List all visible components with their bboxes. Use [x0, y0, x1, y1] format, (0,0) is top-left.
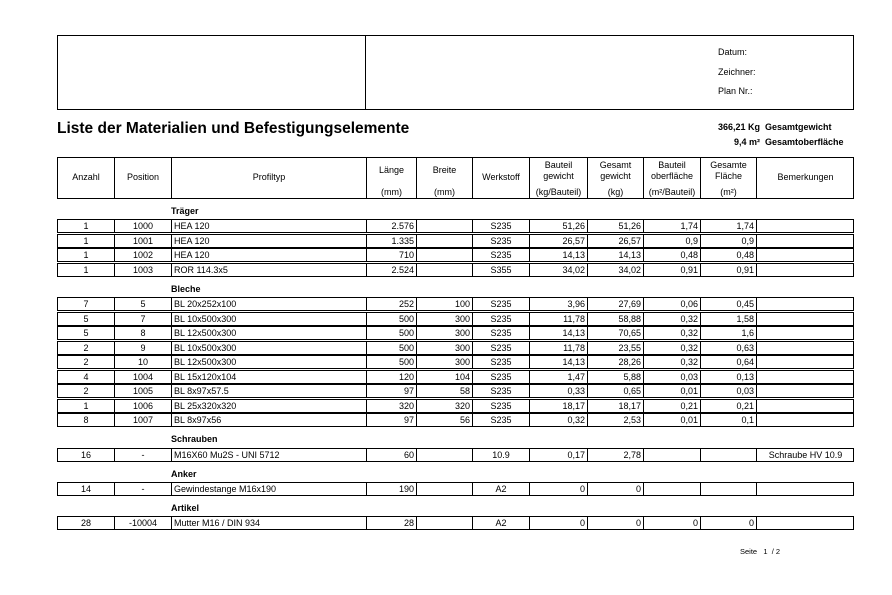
cell-profiltyp: BL 12x500x300: [174, 357, 237, 367]
cell-werkstoff: S355: [490, 265, 512, 275]
cell-bauteiloberflaeche: 0,32: [680, 328, 698, 338]
group-title: Schrauben: [171, 434, 218, 444]
cell-bauteilgewicht: 3,96: [567, 299, 585, 309]
cell-werkstoff: S235: [490, 401, 512, 411]
total-weight-value: 366,21 Kg: [717, 122, 760, 132]
cell-position: 1005: [132, 386, 154, 396]
table-row: [57, 219, 854, 233]
col-bauteiloberflaeche-unit: (m²/Bauteil): [648, 187, 696, 197]
cell-anzahl: 5: [83, 314, 89, 324]
cell-bauteiloberflaeche: 0,21: [680, 401, 698, 411]
cell-bemerkungen: [757, 517, 854, 529]
cell-anzahl: 7: [83, 299, 89, 309]
cell-werkstoff: S235: [490, 328, 512, 338]
cell-profiltyp: BL 8x97x57.5: [174, 386, 229, 396]
cell-werkstoff: S235: [490, 386, 512, 396]
cell-laenge: 710: [398, 250, 414, 260]
table-row: [57, 234, 854, 248]
cell-anzahl: 1: [83, 236, 89, 246]
cell-bemerkungen: [757, 235, 854, 247]
col-gesamtgewicht-1: Gesamt: [599, 160, 632, 170]
cell-bauteiloberflaeche: 0,01: [680, 386, 698, 396]
cell-werkstoff: 10.9: [492, 450, 510, 460]
cell-werkstoff: A2: [495, 484, 507, 494]
cell-gesamteflaeche: 0,21: [736, 401, 754, 411]
cell-bemerkungen: [757, 385, 854, 397]
cell-werkstoff: A2: [495, 518, 507, 528]
page-current: 1: [763, 547, 768, 556]
cell-bauteilgewicht: 0: [579, 518, 585, 528]
cell-werkstoff: S235: [490, 415, 512, 425]
cell-bemerkungen: [757, 249, 854, 261]
table-row: [57, 399, 854, 413]
cell-bauteiloberflaeche: [644, 483, 698, 495]
cell-laenge: 2.576: [391, 221, 414, 231]
cell-breite: [417, 517, 470, 529]
col-gesamtgewicht-2: gewicht: [600, 171, 631, 181]
cell-breite: 300: [454, 328, 470, 338]
cell-gesamteflaeche: 0,03: [736, 386, 754, 396]
cell-gesamtgewicht: 5,88: [623, 372, 641, 382]
page-number: [740, 547, 780, 556]
cell-profiltyp: BL 15x120x104: [174, 372, 237, 382]
group-title: Träger: [171, 206, 199, 216]
total-surface-value: 9,4 m²: [733, 137, 760, 147]
cell-bauteiloberflaeche: 0,01: [680, 415, 698, 425]
cell-anzahl: 2: [83, 386, 89, 396]
page-title: Liste der Materialien und Befestigungselemente: [57, 120, 410, 137]
table-row: [57, 248, 854, 262]
cell-bemerkungen: [757, 342, 854, 354]
cell-breite: 58: [459, 386, 470, 396]
cell-breite: [417, 483, 470, 495]
cell-bauteilgewicht: 11,78: [563, 343, 585, 353]
cell-anzahl: 16: [80, 450, 91, 460]
cell-gesamtgewicht: 0,65: [623, 386, 641, 396]
cell-position: 1006: [132, 401, 154, 411]
cell-anzahl: 8: [83, 415, 89, 425]
cell-anzahl: 1: [83, 265, 89, 275]
cell-profiltyp: BL 12x500x300: [174, 328, 237, 338]
cell-gesamteflaeche: 0,64: [736, 357, 754, 367]
cell-gesamtgewicht: 51,26: [618, 221, 641, 231]
cell-position: 8: [140, 328, 146, 338]
cell-gesamtgewicht: 27,69: [618, 299, 641, 309]
col-breite-unit: (mm): [434, 187, 455, 197]
cell-bauteiloberflaeche: 0,03: [680, 372, 698, 382]
cell-werkstoff: S235: [490, 299, 512, 309]
cell-laenge: 1.335: [391, 236, 414, 246]
cell-breite: [417, 449, 470, 461]
cell-breite: 300: [454, 343, 470, 353]
cell-laenge: 190: [398, 484, 414, 494]
page-label: Seite: [740, 547, 758, 556]
cell-laenge: 500: [398, 357, 414, 367]
cell-gesamtgewicht: 26,57: [618, 236, 641, 246]
cell-bauteiloberflaeche: 0,06: [680, 299, 698, 309]
cell-profiltyp: HEA 120: [174, 236, 210, 246]
cell-gesamteflaeche: 0,45: [736, 299, 754, 309]
col-bauteilgewicht-1: Bauteil: [544, 160, 573, 170]
cell-laenge: 28: [403, 518, 414, 528]
cell-anzahl: 5: [83, 328, 89, 338]
cell-anzahl: 1: [83, 221, 89, 231]
cell-position: 10: [137, 357, 148, 367]
cell-breite: [417, 220, 470, 232]
col-bauteiloberflaeche-2: oberfläche: [650, 171, 694, 181]
table-row: [57, 355, 854, 369]
col-breite: Breite: [432, 165, 457, 175]
cell-anzahl: 1: [83, 250, 89, 260]
cell-gesamtgewicht: 2,53: [623, 415, 641, 425]
datum-label: Datum:: [718, 47, 748, 57]
cell-anzahl: 2: [83, 357, 89, 367]
cell-position: 5: [140, 299, 146, 309]
cell-position: -: [141, 450, 145, 460]
cell-bauteilgewicht: 34,02: [562, 265, 585, 275]
cell-breite: 56: [459, 415, 470, 425]
table-row: [57, 482, 854, 496]
cell-bauteilgewicht: 14,13: [562, 250, 585, 260]
cell-werkstoff: S235: [490, 221, 512, 231]
cell-werkstoff: S235: [490, 236, 512, 246]
col-laenge: Länge: [378, 165, 405, 175]
cell-bauteiloberflaeche: [644, 449, 698, 461]
cell-gesamteflaeche: [701, 449, 754, 461]
table-row: [57, 297, 854, 311]
zeichner-label: Zeichner:: [718, 67, 756, 77]
cell-position: 1000: [132, 221, 154, 231]
cell-gesamteflaeche: 0,63: [736, 343, 754, 353]
cell-profiltyp: M16X60 Mu2S - UNI 5712: [174, 450, 280, 460]
cell-breite: 320: [454, 401, 470, 411]
col-werkstoff: Werkstoff: [482, 172, 520, 182]
plan-label: Plan Nr.:: [718, 86, 753, 96]
cell-bauteilgewicht: 0: [579, 484, 585, 494]
cell-werkstoff: S235: [490, 343, 512, 353]
total-weight-label: Gesamtgewicht: [765, 122, 832, 132]
cell-bauteilgewicht: 1,47: [567, 372, 585, 382]
cell-bauteiloberflaeche: 0,32: [680, 314, 698, 324]
cell-gesamtgewicht: 0: [635, 518, 641, 528]
table-row: [57, 263, 854, 277]
cell-werkstoff: S235: [490, 372, 512, 382]
cell-position: 9: [140, 343, 146, 353]
cell-bauteilgewicht: 14,13: [562, 357, 585, 367]
cell-bauteilgewicht: 11,78: [563, 314, 585, 324]
cell-profiltyp: BL 25x320x320: [174, 401, 237, 411]
cell-bauteiloberflaeche: 0,91: [680, 265, 698, 275]
col-gesamteflaeche-unit: (m²): [720, 187, 737, 197]
table-row: [57, 312, 854, 326]
cell-bemerkungen: [757, 220, 854, 232]
cell-bemerkungen: [757, 313, 854, 325]
cell-bemerkungen: [757, 264, 854, 276]
cell-gesamtgewicht: 18,17: [618, 401, 641, 411]
col-gesamtgewicht-unit: (kg): [607, 187, 624, 197]
group-title: Bleche: [171, 284, 201, 294]
table-row: [57, 326, 854, 340]
header-divider: [365, 35, 366, 110]
cell-bauteiloberflaeche: 0,48: [680, 250, 698, 260]
cell-breite: 104: [454, 372, 470, 382]
cell-gesamteflaeche: 0,48: [736, 250, 754, 260]
cell-laenge: 60: [403, 450, 414, 460]
cell-profiltyp: HEA 120: [174, 221, 210, 231]
cell-gesamtgewicht: 23,55: [618, 343, 641, 353]
cell-gesamtgewicht: 0: [635, 484, 641, 494]
cell-laenge: 120: [398, 372, 414, 382]
cell-gesamteflaeche: 0: [748, 518, 754, 528]
col-profiltyp: Profiltyp: [252, 172, 286, 182]
cell-position: -10004: [128, 518, 158, 528]
cell-bauteiloberflaeche: 0,9: [685, 236, 698, 246]
cell-gesamteflaeche: [701, 483, 754, 495]
cell-breite: [417, 235, 470, 247]
cell-breite: [417, 264, 470, 276]
col-gesamteflaeche-2: Fläche: [714, 171, 742, 181]
cell-profiltyp: BL 10x500x300: [174, 343, 237, 353]
cell-bauteiloberflaeche: 0,32: [680, 343, 698, 353]
cell-bauteilgewicht: 18,17: [562, 401, 585, 411]
cell-profiltyp: BL 10x500x300: [174, 314, 237, 324]
cell-werkstoff: S235: [490, 250, 512, 260]
cell-gesamteflaeche: 0,9: [741, 236, 754, 246]
cell-bauteilgewicht: 14,13: [562, 328, 585, 338]
table-row: [57, 341, 854, 355]
table-row: [57, 370, 854, 384]
cell-position: 7: [140, 314, 146, 324]
table-row: [57, 413, 854, 427]
cell-gesamteflaeche: 0,1: [741, 415, 754, 425]
cell-laenge: 320: [398, 401, 414, 411]
cell-anzahl: 1: [83, 401, 89, 411]
cell-bemerkungen: [757, 371, 854, 383]
cell-gesamtgewicht: 34,02: [618, 265, 641, 275]
cell-position: 1001: [132, 236, 154, 246]
col-anzahl: Anzahl: [72, 172, 100, 182]
cell-bemerkungen: [757, 356, 854, 368]
cell-laenge: 500: [398, 343, 414, 353]
cell-bauteiloberflaeche: 1,74: [680, 221, 698, 231]
cell-bauteiloberflaeche: 0,32: [680, 357, 698, 367]
cell-bauteilgewicht: 0,33: [567, 386, 585, 396]
table-row: [57, 384, 854, 398]
cell-gesamtgewicht: 70,65: [618, 328, 641, 338]
cell-gesamteflaeche: 1,74: [736, 221, 754, 231]
cell-laenge: 252: [398, 299, 414, 309]
cell-gesamteflaeche: 0,91: [736, 265, 754, 275]
page-total: / 2: [771, 547, 781, 556]
cell-profiltyp: BL 8x97x56: [174, 415, 222, 425]
col-gesamteflaeche-1: Gesamte: [710, 160, 747, 170]
col-bauteiloberflaeche-1: Bauteil: [658, 160, 686, 170]
cell-bemerkungen: Schraube HV 10.9: [768, 450, 843, 460]
cell-profiltyp: BL 20x252x100: [174, 299, 237, 309]
table-row: [57, 448, 854, 462]
cell-bemerkungen: [757, 400, 854, 412]
cell-bemerkungen: [757, 298, 854, 310]
cell-gesamteflaeche: 0,13: [736, 372, 754, 382]
cell-breite: 300: [454, 314, 470, 324]
cell-position: 1002: [132, 250, 154, 260]
cell-position: 1007: [132, 415, 154, 425]
cell-laenge: 500: [398, 328, 414, 338]
cell-position: -: [141, 484, 145, 494]
cell-bauteilgewicht: 51,26: [562, 221, 585, 231]
cell-breite: 300: [454, 357, 470, 367]
cell-laenge: 2.524: [391, 265, 414, 275]
cell-werkstoff: S235: [490, 357, 512, 367]
col-bemerkungen: Bemerkungen: [777, 172, 834, 182]
cell-laenge: 500: [398, 314, 414, 324]
group-title: Artikel: [171, 503, 200, 513]
cell-gesamteflaeche: 1,58: [736, 314, 754, 324]
cell-position: 1003: [132, 265, 154, 275]
cell-position: 1004: [132, 372, 154, 382]
cell-profiltyp: Mutter M16 / DIN 934: [174, 518, 261, 528]
cell-gesamteflaeche: 1,6: [741, 328, 754, 338]
cell-bemerkungen: [757, 414, 854, 426]
cell-bauteilgewicht: 0,17: [567, 450, 585, 460]
cell-bauteilgewicht: 0,32: [567, 415, 585, 425]
cell-laenge: 97: [403, 386, 414, 396]
cell-anzahl: 2: [83, 343, 89, 353]
group-title: Anker: [171, 469, 197, 479]
cell-anzahl: 4: [83, 372, 89, 382]
cell-profiltyp: Gewindestange M16x190: [174, 484, 277, 494]
cell-werkstoff: S235: [490, 314, 512, 324]
cell-profiltyp: ROR 114.3x5: [174, 265, 228, 275]
cell-anzahl: 28: [80, 518, 91, 528]
col-bauteilgewicht-2: gewicht: [543, 171, 574, 181]
cell-laenge: 97: [403, 415, 414, 425]
total-surface-label: Gesamtoberfläche: [765, 137, 844, 147]
cell-gesamtgewicht: 28,26: [618, 357, 641, 367]
cell-gesamtgewicht: 14,13: [618, 250, 641, 260]
cell-anzahl: 14: [80, 484, 91, 494]
cell-bauteiloberflaeche: 0: [692, 518, 698, 528]
table-row: [57, 516, 854, 530]
cell-gesamtgewicht: 58,88: [618, 314, 641, 324]
cell-bauteilgewicht: 26,57: [562, 236, 585, 246]
cell-breite: [417, 249, 470, 261]
cell-breite: 100: [454, 299, 470, 309]
cell-gesamtgewicht: 2,78: [623, 450, 641, 460]
col-position: Position: [126, 172, 160, 182]
cell-profiltyp: HEA 120: [174, 250, 210, 260]
table-header: [57, 157, 854, 199]
cell-bemerkungen: [757, 327, 854, 339]
col-laenge-unit: (mm): [381, 187, 402, 197]
col-bauteilgewicht-unit: (kg/Bauteil): [535, 187, 582, 197]
cell-bemerkungen: [757, 483, 854, 495]
